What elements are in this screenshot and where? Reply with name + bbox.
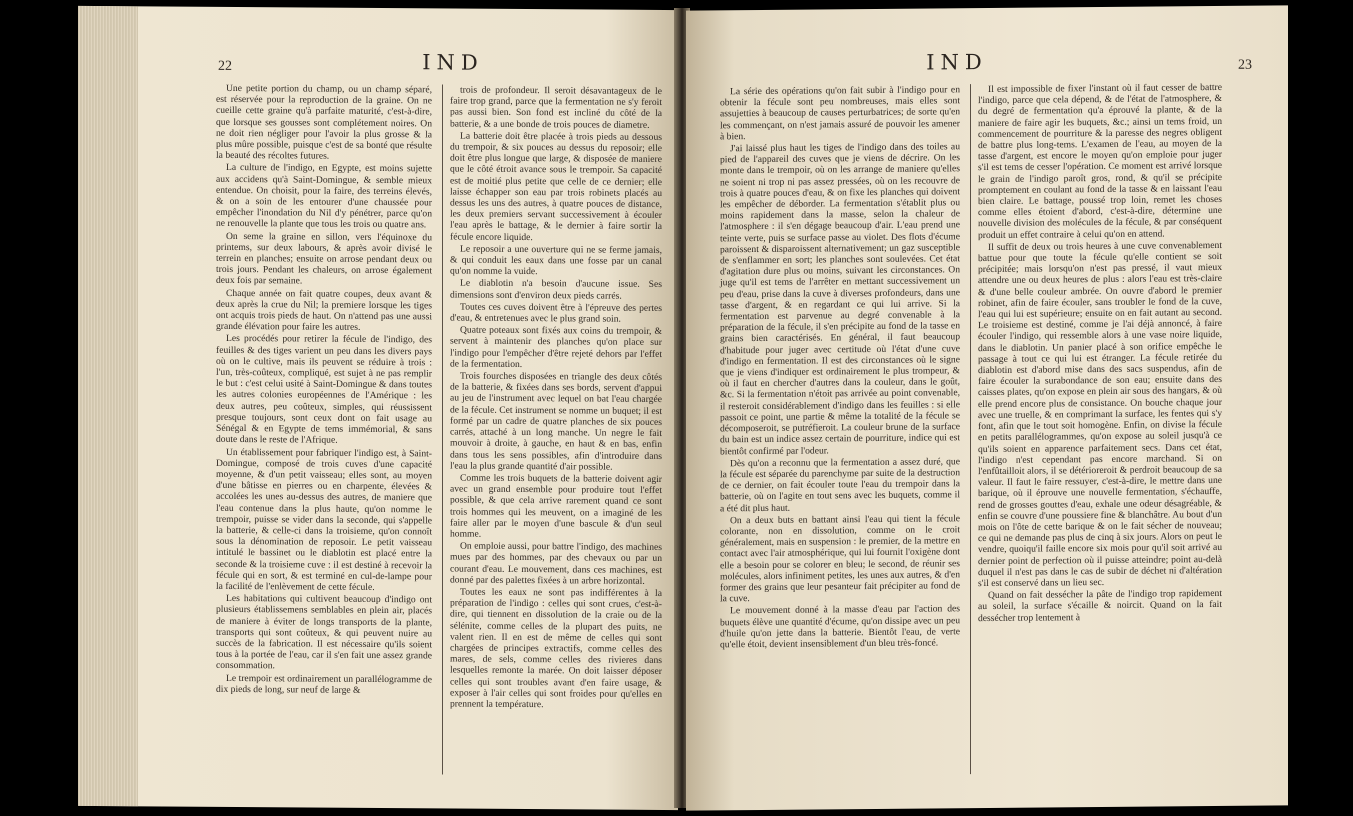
page-number-right: 23: [1238, 57, 1252, 73]
right-column-2: [978, 82, 1222, 625]
page-number-left: 22: [218, 58, 232, 74]
paragraph: Le diablotin n'a besoin d'aucune issue. Ses dimensions sont d'environ deux pieds carrés.: [450, 278, 662, 302]
page-edges: [78, 6, 138, 806]
paragraph: Il suffit de deux ou trois heures à une cuve convenablement battue pour que toute la fécule qu'elle contient se soit précipitée; mais lorsqu'on n'est pas pressé, il vaut mieux attendre une ou deux heures de plus : alors l'eau est très-claire & d'une belle couleur ambrée. On ouvre d'abord le premier robinet, afin de faire écouler, sans troubler le fond de la cuve, l'eau qui lui est supérieure; ensuite on en fait autant au second. Le troisieme est destiné, comme je l'ai déjà annoncé, à faire écouler l'indigo, qui ressemble alors à une vase noire liquide, dans le diablotin. Un panier placé à son orifice empêche le passage à tout ce qui lui est étranger. La fécule retirée du diablotin est d'abord mise dans des sacs suspendus, afin de faire écouler la surabondance de son eau; ensuite dans des caisses plates, qu'on expose en plein air sous des hangars, & où elle prend encore plus de consistance. On bouche chaque jour avec une truelle, & en comprimant la surface, les fentes qui s'y font, afin que le tout soit homogène. Enfin, on divise la fécule en petits parallélogrammes, qu'on expose au soleil jusqu'à ce qu'ils soient en apparence parfaitement secs. Dans cet état, l'indigo n'est cependant pas encore marchand. Si on l'enfûtailloit alors, il se détérioreroit & perdroit beaucoup de sa valeur. Il faut le faire ressuyer, c'est-à-dire, le mettre dans une barique, où il éprouve une nouvelle fermentation, s'échauffe, rend de grosses gouttes d'eau, exhale une odeur désagréable, & enfin se couvre d'une poussiere fine & blanchâtre. Au bout d'un mois on l'ôte de cette barique & on le fait sécher de nouveau; ce qui ne demande pas plus de cinq à six jours. Alors on peut le vendre, quoiqu'il faille encore six mois pour qu'il soit arrivé au dernier point de perfection où il puisse atteindre; point au-delà duquel il n'est pas dans le cas de subir de déchet ni d'altération s'il est conservé dans un lieu sec.: [978, 239, 1222, 590]
paragraph: Quatre poteaux sont fixés aux coins du trempoir, & servent à maintenir des planches qu'on place sur l'indigo pour l'empêcher d'être rejeté dehors par l'effet de la fermentation.: [450, 324, 662, 370]
paragraph: Le trempoir est ordinairement un parallélogramme de dix pieds de long, sur neuf de large &: [216, 672, 432, 696]
paragraph: Les procédés pour retirer la fécule de l'indigo, des feuilles & des tiges varient un peu dans les divers pays où on le cultive, mais ils peuvent se réduire à trois : l'un, très-coûteux, compliqué, est sujet à ne pas remplir le but : c'est celui usité à Saint-Domingue & dans toutes les autres colonies européennes de l'Amérique : les deux autres, peu coûteux, simples, qui réussissent presque toujours, sont ceux dont on fait usage au Sénégal & en Egypte de tems immémorial, & sans doute dans le reste de l'Afrique.: [216, 333, 432, 447]
paragraph: On a deux buts en battant ainsi l'eau qui tient la fécule colorante, non en dissolution, comme on le croit généralement, mais en suspension : le premier, de la mettre en contact avec l'air atmosphérique, qui lui fournit l'oxigène dont elle a besoin pour se colorer en bleu; le second, de réunir ses molécules, alors infiniment petites, les unes aux autres, & d'en former des grains que leur pesanteur fait précipiter au fond de la cuve.: [720, 512, 960, 605]
paragraph: Chaque année on fait quatre coupes, deux avant & deux après la crue du Nil; la premiere lorsque les tiges ont acquis trois pieds de haut. On n'attend pas une aussi grande élévation pour faire les autres.: [216, 287, 432, 334]
paragraph: La batterie doit être placée à trois pieds au dessous du trempoir, & six pouces au dessus du reposoir; elle doit être plus longue que large, & disposée de maniere que le côté étroit avance sous le trempoir. Sa capacité est de moitié plus petite que celle de ce dernier; elle laisse échapper son eau par trois robinets placés au dessus les uns des autres, à quatre pouces de distance, les deux premiers servant successivement à écouler l'eau après le battage, & le dernier à faire sortir la fécule encore liquide.: [450, 130, 662, 243]
left-column-1: [216, 83, 432, 697]
paragraph: Une petite portion du champ, ou un champ séparé, est réservée pour la reproduction de la graine. On ne cueille cette graine qu'à parfaite maturité, c'est-à-dire, que lorsque ses gousses sont complétement noires. On ne doit rien négliger pour l'avoir la plus grosse & la plus mûre possible, puisque c'est de sa bonté que résulte la beauté des récoltes futures.: [216, 82, 432, 162]
paragraph: Trois fourches disposées en triangle des deux côtés de la batterie, & fixées dans ses bords, servent d'appui au jeu de l'instrument avec lequel on bat l'eau chargée de la fécule. Cet instrument se nomme un buquet; il est formé par un cadre de quatre planches de six pouces carrés, attaché à un long manche. Un negre le fait mouvoir à droite, à gauche, en haut & en bas, enfin dans tous les sens possibles, afin d'introduire dans l'eau la plus grande quantité d'air possible.: [450, 370, 662, 473]
running-head-right: IND: [926, 49, 988, 75]
right-column-1: [720, 84, 960, 651]
paragraph: trois de profondeur. Il seroit désavantageux de le faire trop grand, parce que la fermentation ne s'y feroit pas aussi bien. Son fond est incliné du côté de la batterie, & a une bonde de trois pouces de diametre.: [450, 84, 662, 131]
paragraph: Comme les trois buquets de la batterie doivent agir avec un grand ensemble pour produire tout l'effet possible, & que cela arrive rarement quand ce sont trois hommes qui les meuvent, on a imaginé de les faire aller par le moyen d'une bascule & d'un seul homme.: [450, 472, 662, 540]
paragraph: Toutes les eaux ne sont pas indifférentes à la préparation de l'indigo : celles qui sont crues, c'est-à-dire, qui tiennent en dissolution de la craie ou de la sélénite, comme celles de la plupart des puits, ne valent rien. Il en est de même de celles qui sont chargées de principes extractifs, comme celles des mares, de sels, comme celles des rivieres dans lesquelles remonte la marée. On doit laisser déposer celles qui sont troubles avant d'en faire usage, & exposer à l'air celles qui sont froides pour qu'elles en prennent la température.: [450, 586, 662, 711]
paragraph: Quand on fait dessécher la pâte de l'indigo trop rapidement au soleil, la surface s'écaille & noircit. Quand on la fait dessécher trop lentement à: [978, 588, 1222, 624]
paragraph: Le reposoir a une ouverture qui ne se ferme jamais, & qui conduit les eaux dans une fosse par un canal qu'on nomme la vuide.: [450, 243, 662, 278]
running-head-left: IND: [422, 50, 484, 75]
column-rule: [970, 84, 971, 774]
paragraph: Le mouvement donné à la masse d'eau par l'action des buquets élève une quantité d'écume, qu'on dissipe avec un peu d'huile qu'on jette dans la batterie. Bientôt l'eau, de verte qu'elle étoit, devient insensiblement d'un bleu très-foncé.: [720, 603, 960, 651]
paragraph: Un établissement pour fabriquer l'indigo est, à Saint-Domingue, composé de trois cuves d'une capacité moyenne, & d'un petit vaisseau; elles sont, au moyen d'une bâtisse en pierres ou en charpente, élevées & accolées les unes au-dessus des autres, de maniere que l'eau contenue dans la plus haute, qu'on nomme le trempoir, puisse se vider dans la seconde, qui s'appelle la batterie, & celle-ci dans la troisieme, qu'on connoît sous la dénomination de reposoir. Le petit vaisseau intitulé le bassinet ou le diablotin est placé entre la seconde & la troisieme cuve : il est destiné à recevoir la fécule qui en sort, & est terminé en cul-de-lampe pour la facilité de l'enlèvement de cette fécule.: [216, 446, 432, 593]
paragraph: Dès qu'on a reconnu que la fermentation a assez duré, que la fécule est séparée du parenchyme par suite de la destruction de ce dernier, on fait écouler toute l'eau du trempoir dans la batterie, où on l'agite en tout sens avec les buquets, comme il a été dit plus haut.: [720, 455, 960, 514]
paragraph: J'ai laissé plus haut les tiges de l'indigo dans des toiles au pied de l'appareil des cuves que je viens de décrire. On les monte dans le trempoir, où on les arrange de maniere qu'elles ne soient ni trop ni pas assez pressées, où on les recouvre de trois à quatre pouces d'eau, & on fixe les planches qui doivent les empêcher de déborder. La fermentation s'établit plus ou moins rapidement dans la masse, selon la chaleur de l'atmosphere : il s'en dégage beaucoup d'air. L'eau prend une teinte verte, puis se surface passe au violet. Des flots d'écume paroissent & disparoissent alternativement; un gaz susceptible de s'enflammer en sort; les planches sont soulevées. Cet état d'agitation dure plus ou moins, suivant les circonstances. On juge qu'il est tems de l'arrêter en mettant successivement un peu d'eau, prise dans la cuve à diverses profondeurs, dans une tasse d'argent, & en regardant ce qui lui arrive. Si la fermentation est parvenue au degré convenable à la préparation de la fécule, il s'en précipite au fond de la tasse en grains bien caractérisés. En général, il faut beaucoup d'habitude pour juger avec certitude où l'état d'une cuve d'indigo en fermentation. Il est des circonstances où le signe que je viens d'indiquer est ordinairement le plus trompeur, & où il faut en chercher d'autres dans la couleur, dans le goût, &c. Si la fermentation n'étoit pas arrivée au point convenable, il resteroit considérablement d'indigo dans les feuilles : si elle passoit ce point, une partie & même la totalité de la fécule se décomposeroit, se putréfieroit. La couleur brune de la surface du bain est un indice assez certain de pourriture, indice qui est bientôt confirmé par l'odeur.: [720, 141, 960, 457]
paragraph: On emploie aussi, pour battre l'indigo, des machines mues par des hommes, par des chevaux ou par un courant d'eau. Le mouvement, dans ces machines, est donné par des palettes fixées à un arbre horizontal.: [450, 540, 662, 587]
paragraph: Toutes ces cuves doivent être à l'épreuve des pertes d'eau, & entretenues avec le plus grand soin.: [450, 301, 662, 325]
right-page: [686, 5, 1288, 810]
left-page: [78, 6, 678, 810]
open-book: [78, 8, 1288, 808]
paragraph: La série des opérations qu'on fait subir à l'indigo pour en obtenir la fécule sont peu nombreuses, mais elles sont assujetties à beaucoup de causes perturbatrices; de sorte qu'en les commençant, on n'est jamais assuré de pouvoir les amener à bien.: [720, 84, 960, 143]
left-column-2: [450, 85, 662, 713]
paragraph: On seme la graine en sillon, vers l'équinoxe du printems, sur deux labours, & après avoir divisé le terrein en planches; ensuite on arrose pendant deux ou trois jours. Pendant les chaleurs, on arrose également deux fois par semaine.: [216, 230, 432, 287]
column-rule: [442, 84, 443, 774]
paragraph: La culture de l'indigo, en Egypte, est moins sujette aux accidens qu'à Saint-Domingue, & semble mieux entendue. On choisit, pour la faire, des terreins élevés, & on a soin de les entourer d'une chaussée pour empêcher l'inondation du Nil d'y pénétrer, parce qu'on ne renouvelle la plante que tous les trois ou quatre ans.: [216, 162, 432, 231]
paragraph: Les habitations qui cultivent beaucoup d'indigo ont plusieurs établissemens semblables en plein air, placés de maniere à éviter de longs transports de la plante, transports qui sont coûteux, & qui peuvent nuire au succès de la fabrication. Il est nécessaire qu'ils soient tous à la portée de l'eau, car il s'en fait une assez grande consommation.: [216, 593, 432, 672]
paragraph: Il est impossible de fixer l'instant où il faut cesser de battre l'indigo, parce que cela dépend, & de l'état de l'atmosphere, & du degré de fermentation qu'a éprouvé la plante, & de la maniere de faire agir les buquets, &c.; ainsi un tems froid, un commencement de pourriture & la paresse des negres obligent de battre plus long-tems. L'examen de l'eau, au moyen de la tasse d'argent, est encore le moyen qu'on emploie pour juger s'il est tems de cesser l'opération. Ce moment est arrivé lorsque le grain de l'indigo paroît gros, rond, & qu'il se précipite promptement en coulant au fond de la tasse & en laissant l'eau bien claire. Le battage, poussé trop loin, remet les choses comme elles étoient d'abord, c'est-à-dire, détermine une nouvelle division des molécules de la fécule, & par conséquent produit un effet contraire à celui qu'on en attend.: [978, 81, 1222, 241]
